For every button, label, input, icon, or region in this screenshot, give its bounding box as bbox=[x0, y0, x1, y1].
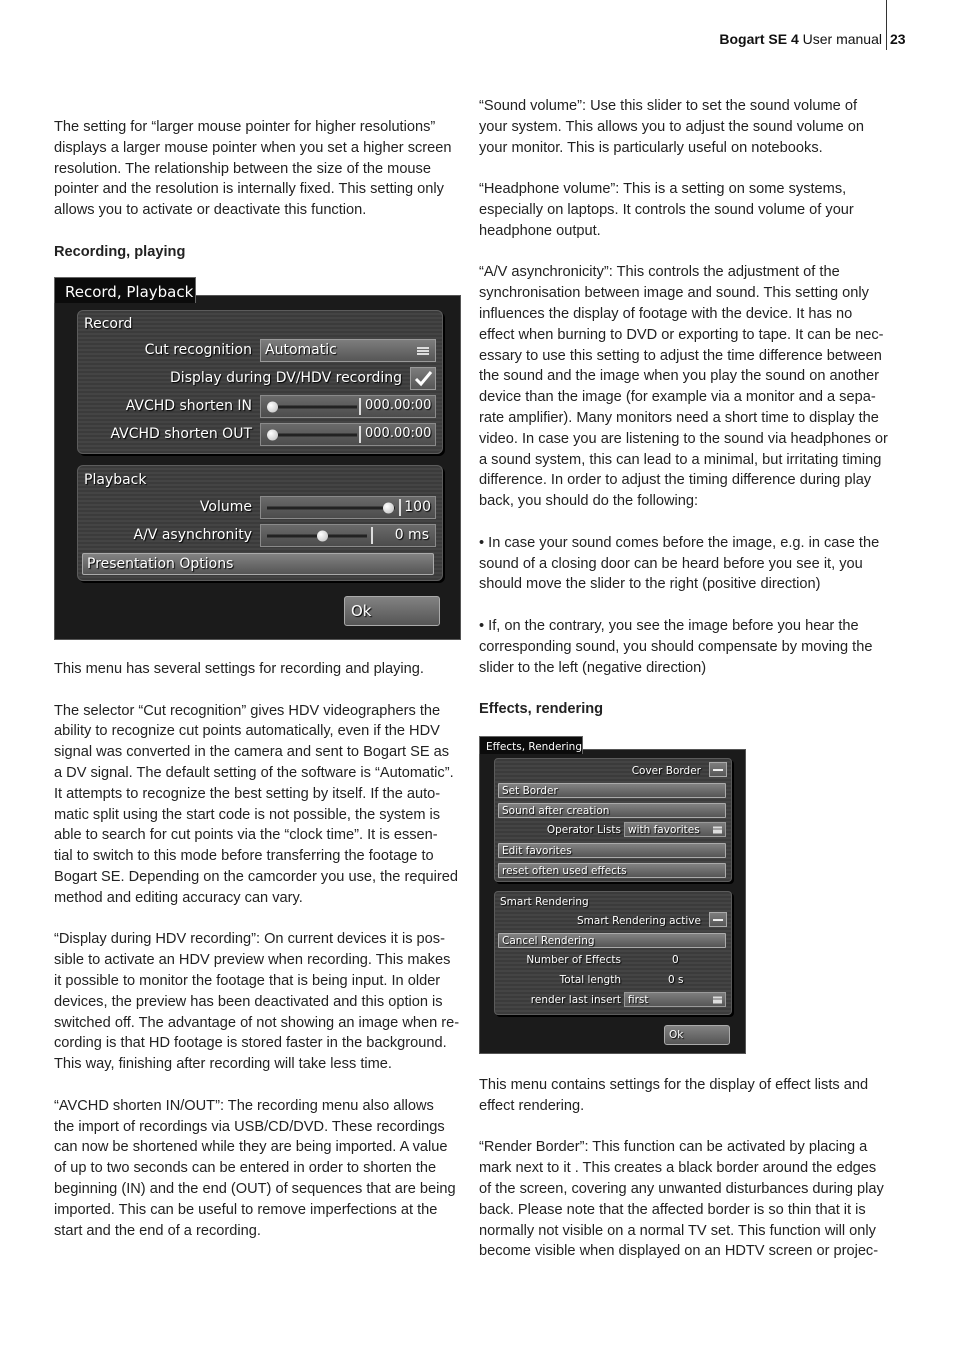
text-line: “AVCHD shorten IN/OUT”: The recording menu also allows bbox=[54, 1097, 434, 1114]
cut-recognition-select[interactable] bbox=[260, 339, 436, 362]
sound-after-creation-button[interactable]: Sound after creation bbox=[498, 803, 726, 818]
avchd-in-slider[interactable] bbox=[260, 395, 436, 418]
text-line: Bogart SE. Depending on the camcorder you use, the required bbox=[54, 868, 459, 885]
text-line: beginning (IN) and the end (OUT) of sequences that are being bbox=[54, 1180, 456, 1197]
operator-lists-label: Operator Lists bbox=[546, 824, 621, 836]
cut-recognition-value: Automatic bbox=[265, 342, 337, 358]
text-line: the sound and the image when you play the sound on another bbox=[479, 368, 880, 385]
record-playback-tab[interactable]: Record, Playback bbox=[54, 277, 196, 303]
text-line: allows you to activate or deactivate this function. bbox=[54, 202, 367, 219]
text-line: “A/V asynchronicity”: This controls the adjustment of the bbox=[479, 264, 840, 281]
text-line: especially on laptops. It controls the sound volume of your bbox=[479, 201, 854, 218]
bullet-sound-before bbox=[479, 533, 889, 595]
text-line: a sound system, this can lead to a minimal, but irritating timing bbox=[479, 451, 882, 468]
display-recording-checkbox[interactable] bbox=[410, 367, 436, 390]
ok-button[interactable]: Ok bbox=[664, 1025, 730, 1045]
text-line: your system. This allows you to adjust the sound volume on bbox=[479, 118, 865, 135]
text-line: essary to use this setting to adjust the time difference between bbox=[479, 347, 882, 364]
text-line: effect rendering. bbox=[479, 1097, 585, 1114]
operator-lists-value: with favorites bbox=[628, 824, 700, 836]
text-line: The setting for “larger mouse pointer for higher resolutions” bbox=[54, 119, 436, 135]
number-effects-value: 0 bbox=[672, 954, 679, 966]
render-last-insert-select[interactable] bbox=[624, 992, 726, 1007]
paragraph-mouse-pointer bbox=[54, 117, 464, 221]
cut-recognition-label: Cut recognition bbox=[144, 342, 252, 358]
record-group-title: Record bbox=[84, 316, 133, 332]
record-group bbox=[77, 310, 443, 454]
render-last-insert-label: render last insert bbox=[530, 994, 621, 1006]
paragraph-menu-intro bbox=[54, 659, 464, 680]
text-line: cording is that HD footage is stored faster in the background. bbox=[54, 1035, 447, 1052]
right-column-top bbox=[479, 96, 889, 720]
cancel-rendering-button[interactable]: Cancel Rendering bbox=[498, 933, 726, 948]
bullet-image-before bbox=[479, 616, 889, 678]
running-header bbox=[719, 31, 882, 47]
text-line: “Headphone volume”: This is a setting on some systems, bbox=[479, 181, 847, 198]
text-line: “Display during HDV recording”: On current devices it is pos- bbox=[54, 931, 445, 948]
list-menu-icon bbox=[417, 347, 429, 355]
text-line: corresponding sound, you should compensate by moving the bbox=[479, 638, 873, 655]
total-length-value: 0 s bbox=[668, 974, 684, 986]
avchd-out-slider[interactable] bbox=[260, 423, 436, 446]
smart-rendering-title: Smart Rendering bbox=[500, 896, 589, 908]
text-line: resolution. The relationship between the size of the mouse bbox=[54, 160, 431, 177]
reset-often-used-button[interactable]: reset often used effects bbox=[498, 863, 726, 878]
number-effects-label: Number of Effects bbox=[526, 954, 621, 966]
text-line: back. Please note that the affected border is so thin that it is bbox=[479, 1201, 866, 1218]
header-brand: Bogart SE 4 bbox=[719, 31, 799, 47]
text-line: effect when burning to DVD or exporting to tape. It can be nec- bbox=[479, 326, 884, 343]
av-async-slider[interactable] bbox=[260, 524, 436, 547]
edit-favorites-button[interactable]: Edit favorites bbox=[498, 843, 726, 858]
paragraph-cut-recognition bbox=[54, 701, 464, 909]
avchd-out-label: AVCHD shorten OUT bbox=[110, 426, 252, 442]
text-line: synchronisation between image and sound. This setting only bbox=[479, 285, 869, 302]
slider-knob[interactable] bbox=[317, 530, 328, 541]
total-length-label: Total length bbox=[559, 974, 621, 986]
text-line: signal was converted in the camera and sent to Bogart SE as bbox=[54, 744, 450, 761]
text-line: headphone output. bbox=[479, 222, 601, 239]
text-line: your monitor. This is particularly useful on notebooks. bbox=[479, 139, 823, 156]
paragraph-headphone-volume bbox=[479, 179, 889, 241]
text-line: the import of recordings via USB/CD/DVD. These recordings bbox=[54, 1118, 445, 1135]
display-recording-label: Display during DV/HDV recording bbox=[170, 370, 402, 386]
volume-slider[interactable] bbox=[260, 496, 436, 519]
ok-button[interactable]: Ok bbox=[344, 596, 440, 626]
list-menu-icon bbox=[713, 996, 722, 1003]
text-line: This menu has several settings for recording and playing. bbox=[54, 661, 424, 677]
text-line: it possible to monitor the footage that is being input. In older bbox=[54, 972, 441, 989]
cover-border-toggle[interactable] bbox=[709, 762, 727, 777]
avchd-out-value: 000.00:00 bbox=[365, 426, 432, 441]
effects-rendering-tab[interactable]: Effects, Rendering bbox=[479, 736, 583, 754]
operator-lists-select[interactable] bbox=[624, 822, 726, 837]
smart-rendering-group bbox=[494, 891, 732, 1015]
effects-rendering-dialog bbox=[479, 736, 746, 1054]
slider-knob[interactable] bbox=[383, 502, 394, 513]
paragraph-render-border bbox=[479, 1137, 889, 1262]
paragraph-av-async bbox=[479, 262, 889, 512]
text-line: mark next to it . This creates a black border around the edges bbox=[479, 1160, 877, 1177]
presentation-options-button[interactable]: Presentation Options bbox=[82, 553, 434, 575]
text-line: start and the end of a recording. bbox=[54, 1222, 261, 1239]
text-line: become visible when displayed on an HDTV screen or projec- bbox=[479, 1243, 879, 1260]
text-line: It attempts to recognize the best setting by itself. If the auto- bbox=[54, 785, 441, 802]
text-line: “Sound volume”: Use this slider to set the sound volume of bbox=[479, 98, 858, 114]
paragraph-avchd-shorten bbox=[54, 1096, 464, 1242]
text-line: matic split using the start code is not possible, the system is bbox=[54, 806, 441, 823]
cover-border-label: Cover Border bbox=[631, 765, 701, 777]
text-line: This menu contains settings for the display of effect lists and bbox=[479, 1077, 869, 1093]
heading-effects-rendering: Effects, rendering bbox=[479, 701, 604, 718]
text-line: can now be shortened while they are being imported. A value bbox=[54, 1139, 448, 1156]
text-line: The selector “Cut recognition” gives HDV videographers the bbox=[54, 702, 441, 719]
text-line: sound of a closing door can be heard before you see it, you bbox=[479, 555, 863, 572]
text-line: switched off. The advantage of not showing an image when re- bbox=[54, 1014, 460, 1031]
paragraph-display-hdv bbox=[54, 929, 464, 1075]
set-border-button[interactable]: Set Border bbox=[498, 783, 726, 798]
text-line: video. In case you are listening to the sound via headphones or bbox=[479, 430, 888, 447]
av-async-label: A/V asynchronity bbox=[133, 527, 252, 543]
playback-group bbox=[77, 465, 443, 581]
list-menu-icon bbox=[713, 826, 722, 833]
text-line: back, you should do the following: bbox=[479, 493, 699, 510]
header-divider bbox=[886, 0, 887, 50]
slider-knob[interactable] bbox=[267, 429, 278, 440]
left-column-top bbox=[54, 117, 464, 263]
text-line: pointer and the resolution is internally fixed. This setting only bbox=[54, 181, 444, 198]
render-last-insert-value: first bbox=[628, 994, 649, 1006]
smart-rendering-active-label: Smart Rendering active bbox=[577, 915, 701, 927]
text-line: This way, finishing after recording will take less time. bbox=[54, 1056, 392, 1073]
text-line: normally not visible on a normal TV set. This function will only bbox=[479, 1222, 876, 1239]
header-title: User manual bbox=[798, 31, 882, 47]
checkmark-icon bbox=[411, 368, 435, 389]
avchd-in-label: AVCHD shorten IN bbox=[125, 398, 252, 414]
text-line: sible to activate an HDV preview when recording. This makes bbox=[54, 952, 451, 969]
text-line: • If, on the contrary, you see the image before you hear the bbox=[479, 617, 859, 634]
text-line: device than the image (for example via a monitor and a sepa- bbox=[479, 389, 876, 406]
text-line: • In case your sound comes before the image, e.g. in case the bbox=[479, 534, 880, 551]
text-line: of the screen, covering any unwanted disturbances during play bbox=[479, 1180, 884, 1197]
page-number: 23 bbox=[890, 31, 906, 47]
paragraph-effects-intro bbox=[479, 1075, 889, 1117]
playback-group-title: Playback bbox=[84, 472, 147, 488]
text-line: of up to two seconds can be entered in order to shorten the bbox=[54, 1160, 437, 1177]
slider-knob[interactable] bbox=[267, 401, 278, 412]
volume-label: Volume bbox=[199, 499, 252, 515]
text-line: tial to switch to this mode before transferring the footage to bbox=[54, 848, 434, 865]
text-line: should move the slider to the right (positive direction) bbox=[479, 576, 821, 593]
text-line: able to search for cut points via the “clock time”. It is essen- bbox=[54, 827, 438, 844]
text-line: method and editing accuracy can vary. bbox=[54, 889, 303, 906]
text-line: “Render Border”: This function can be activated by placing a bbox=[479, 1139, 868, 1156]
left-column-bottom bbox=[54, 659, 464, 1241]
smart-rendering-toggle[interactable] bbox=[709, 912, 727, 927]
av-async-value: 0 ms bbox=[394, 527, 429, 543]
text-line: a DV signal. The default setting of the software is “Automatic”. bbox=[54, 764, 454, 781]
text-line: rate amplifier). Many monitors need a short time to display the bbox=[479, 409, 879, 426]
heading-recording-playing: Recording, playing bbox=[54, 243, 186, 260]
text-line: ability to recognize cut points automatically, even if the HDV bbox=[54, 723, 440, 740]
paragraph-sound-volume bbox=[479, 96, 889, 158]
text-line: devices, the preview has been deactivated and this option is bbox=[54, 993, 443, 1010]
text-line: slider to the left (negative direction) bbox=[479, 659, 707, 676]
text-line: difference. In order to adjust the timing difference during play bbox=[479, 472, 872, 489]
record-playback-dialog bbox=[54, 277, 461, 640]
text-line: imported. This can be useful to remove imperfections at the bbox=[54, 1201, 438, 1218]
right-column-bottom bbox=[479, 1075, 889, 1262]
avchd-in-value: 000.00:00 bbox=[365, 398, 432, 413]
text-line: influences the display of footage with the device. It has no bbox=[479, 305, 853, 322]
volume-value: 100 bbox=[404, 499, 431, 515]
effects-group bbox=[494, 758, 732, 882]
text-line: displays a larger mouse pointer when you set a higher screen bbox=[54, 139, 452, 156]
